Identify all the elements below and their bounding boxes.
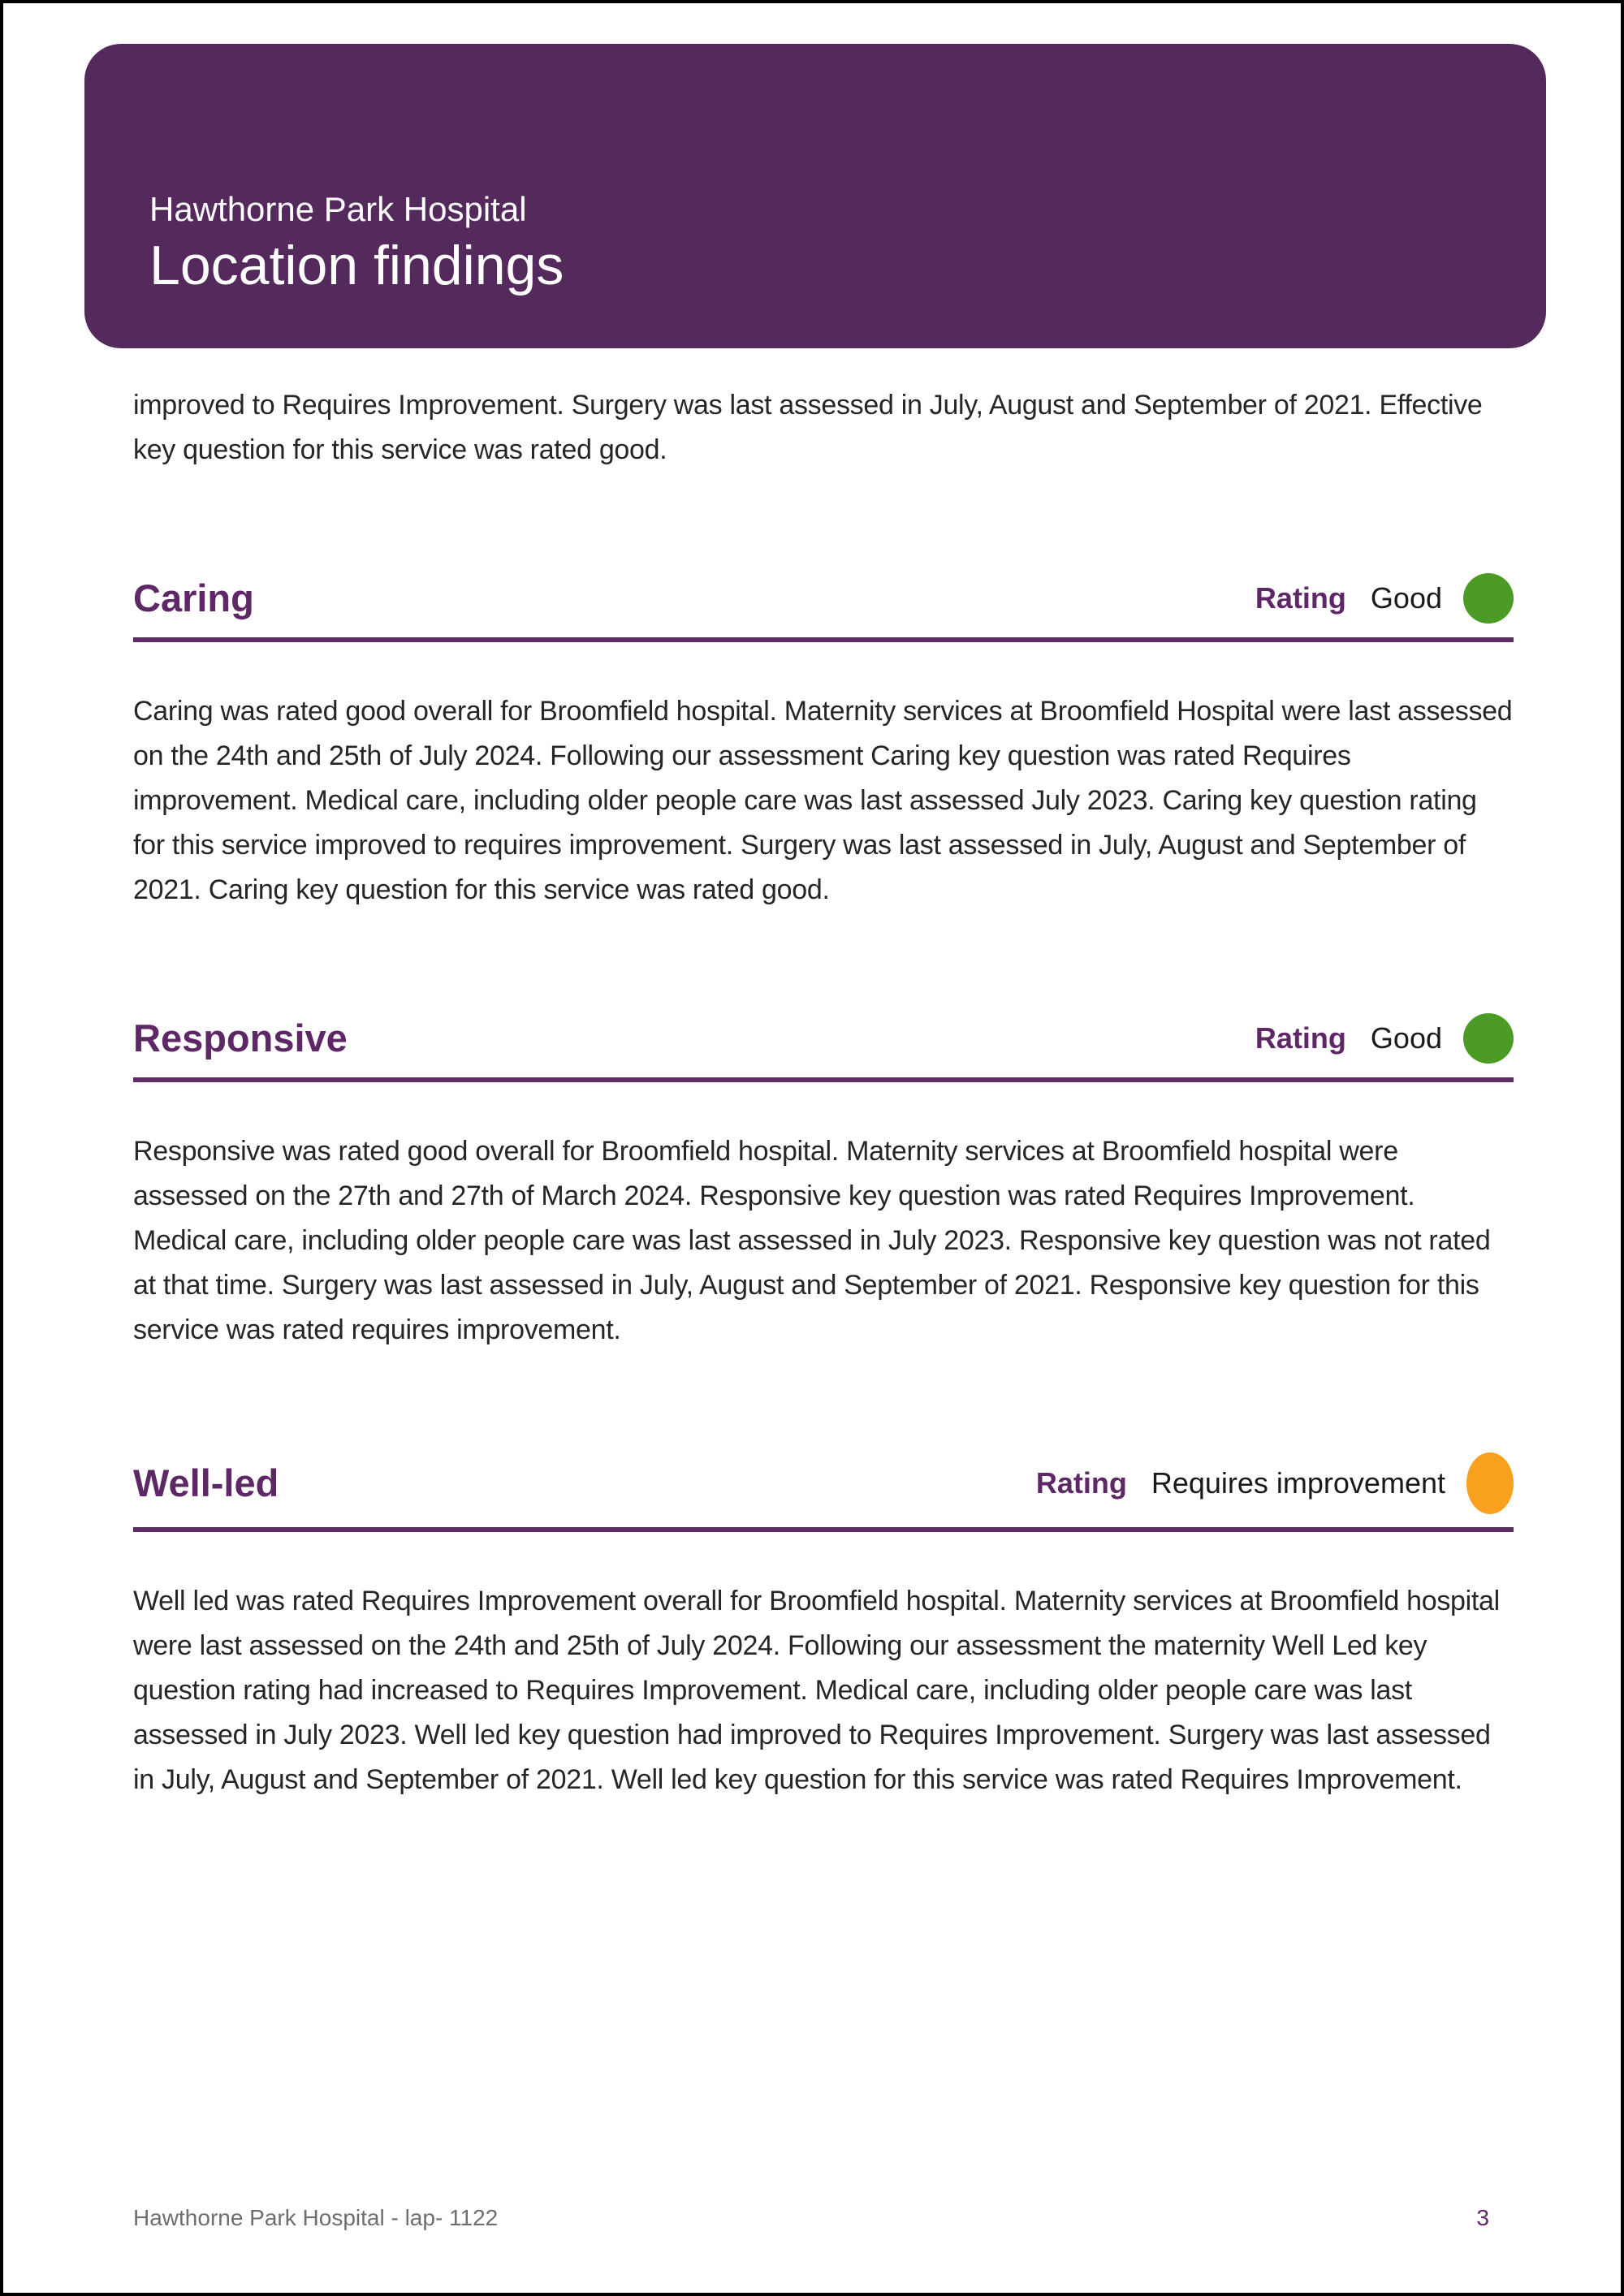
rating-status-dot: [1463, 573, 1514, 624]
footer-reference: Hawthorne Park Hospital - lap- 1122: [133, 2205, 499, 2230]
section-responsive: [133, 1012, 1514, 1353]
section-well-led-header: [133, 1452, 1514, 1514]
section-caring: [133, 572, 1514, 913]
rating-label: Rating: [1255, 581, 1346, 615]
report-content: [133, 383, 1514, 1802]
section-well-led-body: Well led was rated Requires Improvement overall for Broomfield hospital. Maternity services at Broomfield hospital were last assessed on the 24th and 25th of July 2024. Following our assessment the maternity Well Led key question rating had increased to Requires Improvement. Medical care, including older people care was last assessed in July 2023. Well led key question had improved to Requires Improvement. Surgery was last assessed in July, August and September of 2021. Well led key question for this service was rated Requires Improvement.: [133, 1586, 1500, 1795]
section-well-led-rating: [1036, 1452, 1514, 1514]
rating-status-dot: [1463, 1013, 1514, 1064]
rating-label: Rating: [1255, 1021, 1346, 1055]
section-divider: [133, 637, 1514, 642]
rating-value: Good: [1370, 1021, 1442, 1055]
rating-value: Requires improvement: [1151, 1466, 1445, 1500]
section-responsive-body: Responsive was rated good overall for Broomfield hospital. Maternity services at Broomfield hospital were assessed on the 27th and 27th of March 2024. Responsive key question was rated Requires Improvement. Medical care, including older people care was last assessed in July 2023. Responsive key question was not rated at that time. Surgery was last assessed in July, August and September of 2021. Responsive key question for this service was rated requires improvement.: [133, 1136, 1491, 1345]
section-responsive-rating: [1255, 1013, 1514, 1064]
page-number: 3: [1476, 2205, 1489, 2230]
banner-text-block: [149, 186, 564, 298]
report-banner: [84, 44, 1546, 348]
rating-label: Rating: [1035, 1466, 1127, 1500]
section-well-led: [133, 1452, 1514, 1802]
section-responsive-title: Responsive: [133, 1016, 348, 1060]
section-caring-title: Caring: [133, 576, 254, 619]
section-well-led-title: Well-led: [133, 1461, 279, 1504]
rating-status-dot: [1466, 1452, 1514, 1514]
section-caring-header: [133, 572, 1514, 624]
section-caring-body: Caring was rated good overall for Broomfield hospital. Maternity services at Broomfield Hospital were last assessed on the 24th and 25th of July 2024. Following our assessment Caring key question was rated Requires improvement. Medical care, including older people care was last assessed July 2023. Caring key question rating for this service improved to requires improvement. Surgery was last assessed in July, August and September of 2021. Caring key question for this service was rated good.: [133, 696, 1513, 905]
section-caring-rating: [1255, 573, 1514, 624]
intro-paragraph: improved to Requires Improvement. Surgery was last assessed in July, August and September of 2021. Effective key question for this service was rated good.: [133, 390, 1483, 465]
section-responsive-header: [133, 1012, 1514, 1064]
page-title: Location findings: [149, 235, 564, 296]
section-divider: [133, 1077, 1514, 1082]
rating-value: Good: [1370, 581, 1442, 615]
section-divider: [133, 1527, 1514, 1532]
hospital-name: Hawthorne Park Hospital: [149, 190, 527, 228]
